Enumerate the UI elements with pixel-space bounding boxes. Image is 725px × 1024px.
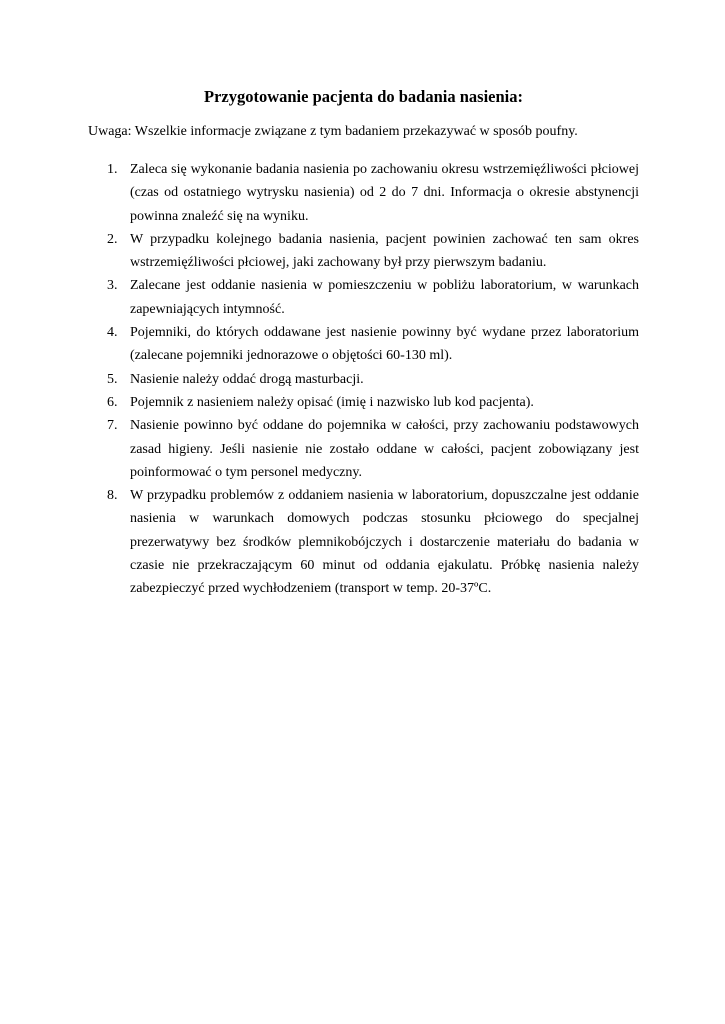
list-item-text: W przypadku problemów z oddaniem nasienia w laboratorium, dopuszczalne jest oddanie nasienia w warunkach domowych podczas stosunku płciowego do specjalnej prezerwatywy bez środków plemnikobójczych i dostarczenie materiału do badania w czasie nie przekraczającym 60 minut od oddania ejakulatu. Próbkę nasienia należy zabezpieczyć przed wychłodzeniem (transport w temp. 20-37ºC. (130, 488, 639, 597)
document-title: Przygotowanie pacjenta do badania nasienia: (203, 87, 523, 106)
list-item-text: Nasienie powinno być oddane do pojemnika w całości, przy zachowaniu podstawowych zasad higieny. Jeśli nasienie nie zostało oddane w całości, pacjent zobowiązany jest poinformować o tym personel medyczny. (130, 418, 639, 480)
list-item (107, 158, 639, 228)
list-item (107, 321, 639, 368)
list-item (107, 391, 639, 414)
list-item (107, 368, 639, 391)
list-item-number: 5. (107, 371, 118, 387)
list-item-number: 8. (107, 488, 118, 504)
list-item-text: Pojemniki, do których oddawane jest nasienie powinny być wydane przez laboratorium (zalecane pojemniki jednorazowe o objętości 60-130 ml). (130, 325, 639, 364)
list-item (107, 484, 639, 600)
list-item-number: 1. (107, 162, 118, 177)
list-item-number: 6. (107, 394, 118, 410)
list-item-number: 4. (107, 325, 118, 341)
instruction-list (88, 158, 639, 601)
list-item-text: Nasienie należy oddać drogą masturbacji. (130, 371, 364, 387)
list-item-number: 7. (107, 418, 118, 434)
list-item (107, 228, 639, 275)
list-item-text: W przypadku kolejnego badania nasienia, pacjent powinien zachować ten sam okres wstrzemięźliwości płciowej, jaki zachowany był przy pierwszym badaniu. (130, 231, 639, 271)
confidentiality-note: Uwaga: Wszelkie informacje związane z tym badaniem przekazywać w sposób poufny. (88, 124, 578, 139)
list-item (107, 414, 639, 484)
list-item-text: Zaleca się wykonanie badania nasienia po zachowaniu okresu wstrzemięźliwości płciowej (czas od ostatniego wytrysku nasienia) od 2 do 7 dni. Informacja o okresie abstynencji powinna znaleźć się na wyniku. (130, 162, 639, 224)
list-item-number: 2. (107, 231, 118, 247)
list-item-text: Pojemnik z nasieniem należy opisać (imię i nazwisko lub kod pacjenta). (130, 394, 534, 410)
list-item (107, 274, 639, 321)
list-item-text: Zalecane jest oddanie nasienia w pomieszczeniu w pobliżu laboratorium, w warunkach zapewniających intymność. (130, 278, 639, 317)
list-item-number: 3. (107, 278, 118, 294)
